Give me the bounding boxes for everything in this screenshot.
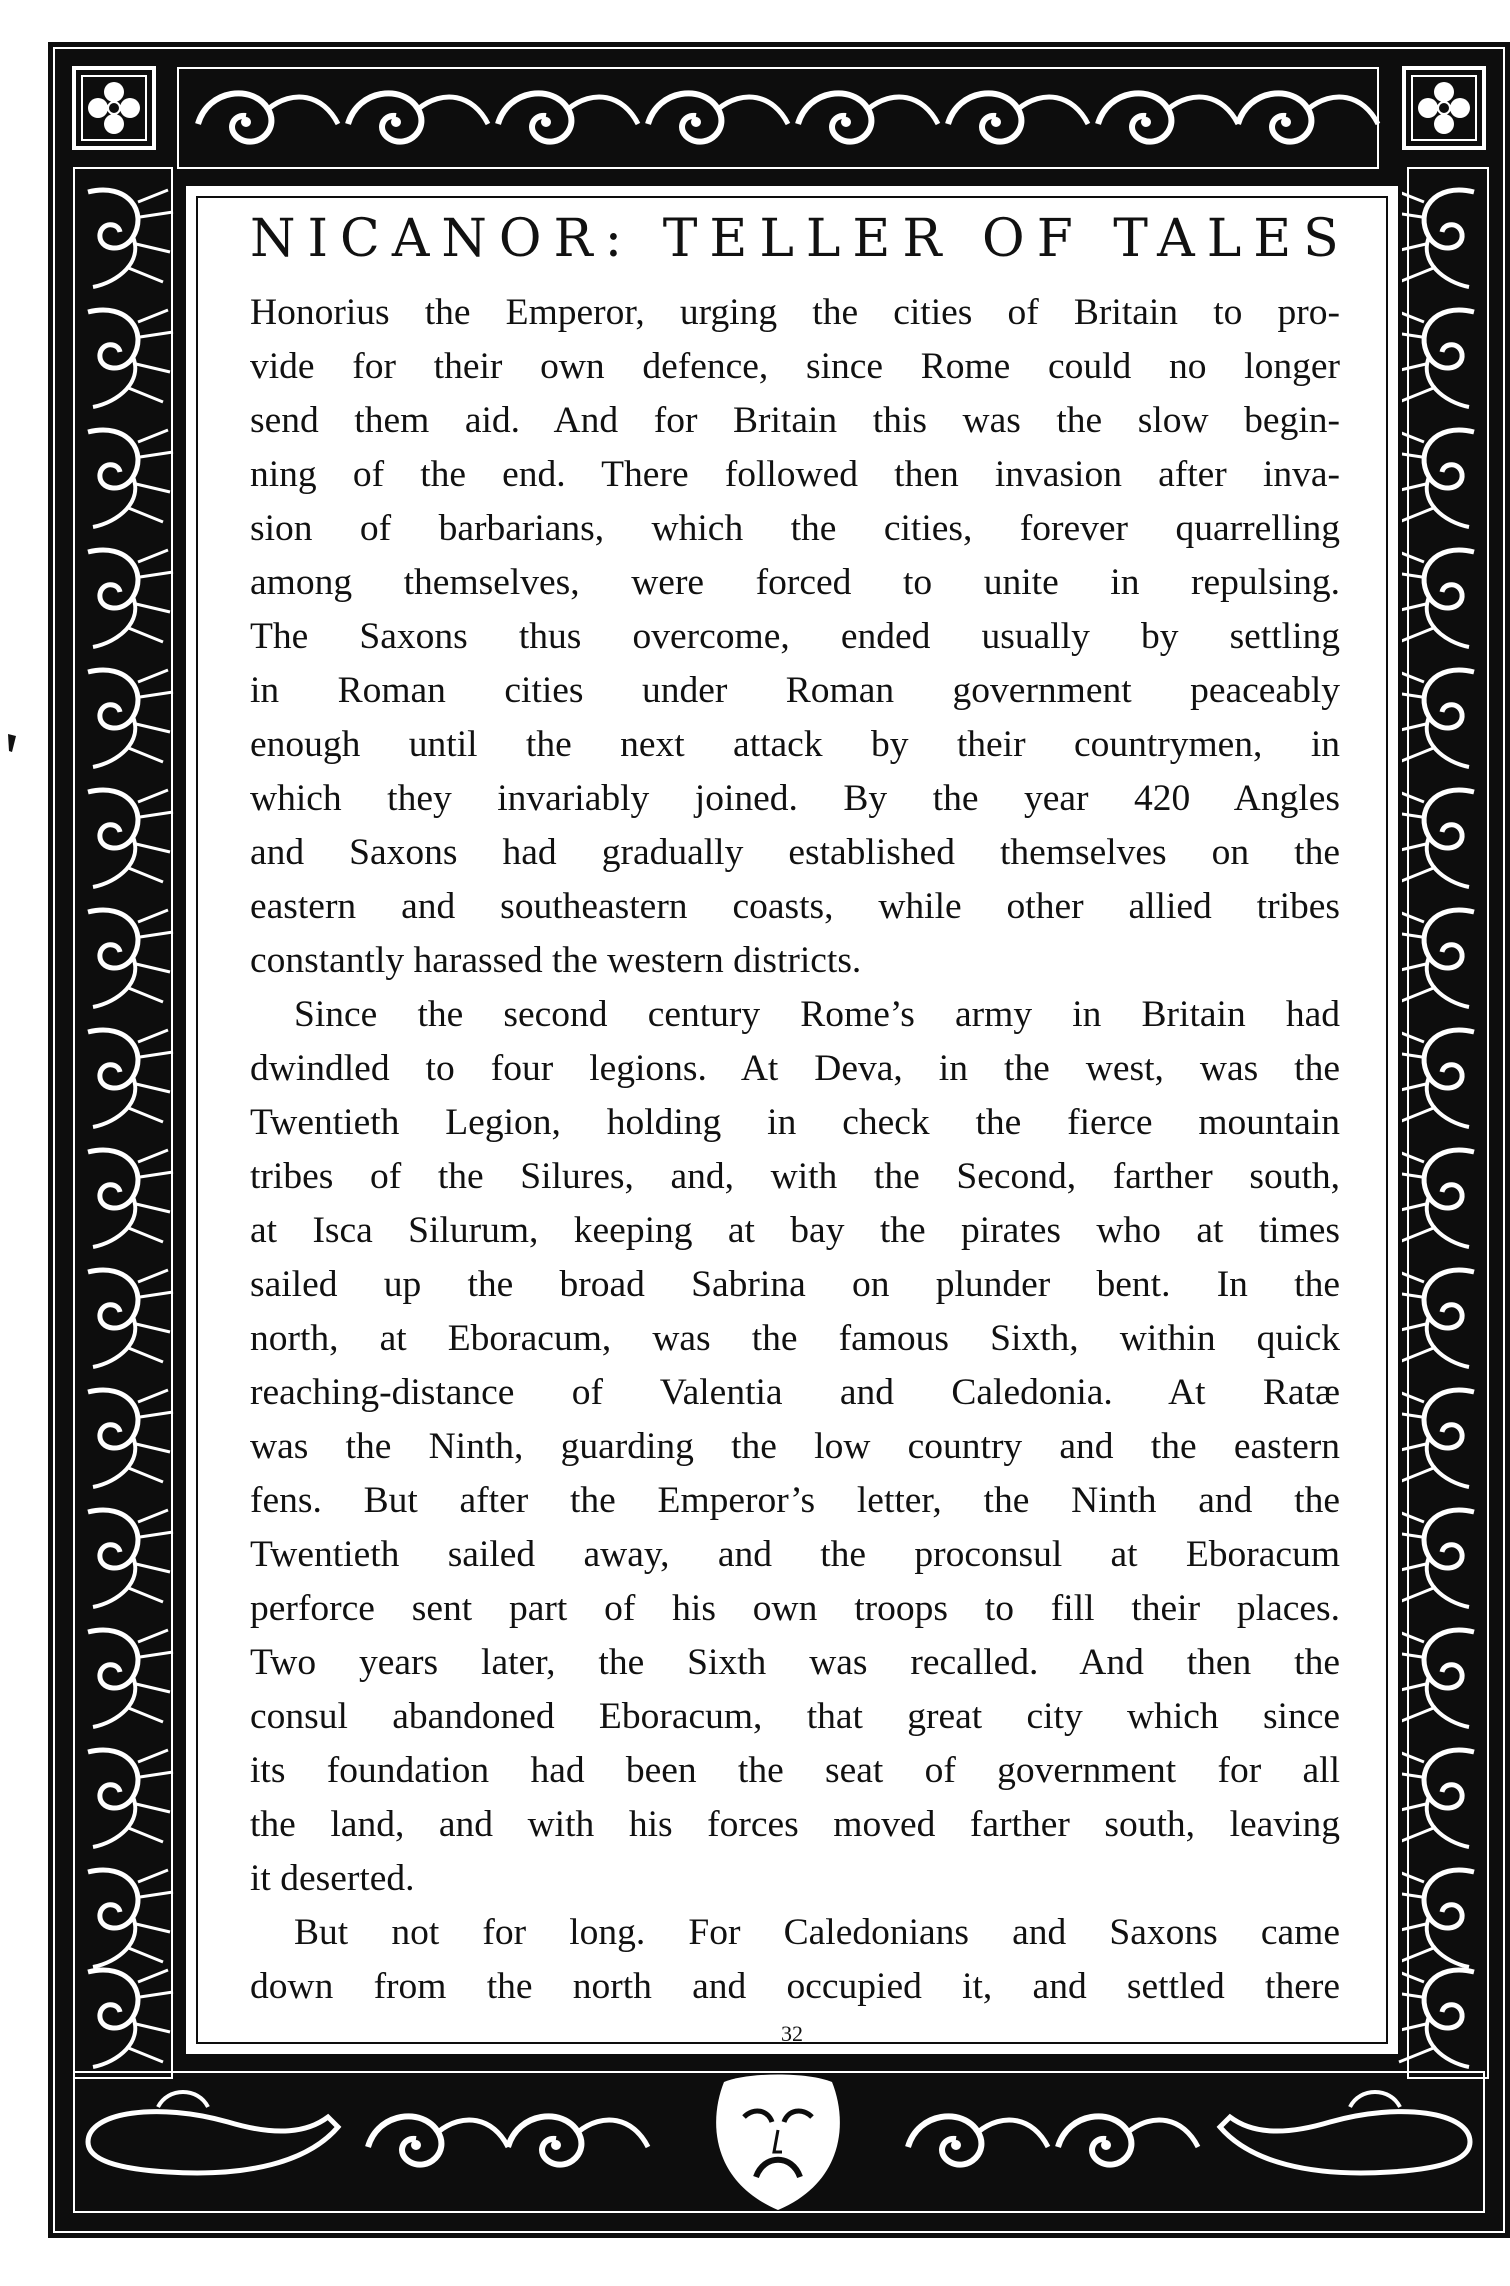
text-line: The Saxons thus overcome, ended usually by settling [250,616,1340,657]
text-line: was the Ninth, guarding the low country and the eastern [250,1426,1340,1467]
text-line: Twentieth Legion, holding in check the fierce mountain [250,1102,1340,1143]
text-line: dwindled to four legions. At Deva, in the west, was the [250,1048,1340,1089]
running-header: NICANOR: TELLER OF TALES [250,209,1351,269]
text-line: enough until the next attack by their countrymen, in [250,724,1340,765]
text-line: it deserted. [250,1858,415,1899]
text-line: But not for long. For Caledonians and Saxons came [294,1912,1340,1953]
text-line: which they invariably joined. By the year 420 Angles [250,778,1340,819]
text-line: fens. But after the Emperor’s letter, the Ninth and the [250,1480,1340,1521]
tragic-mask-icon [716,2075,840,2211]
text-line: at Isca Silurum, keeping at bay the pirates who at times [250,1210,1340,1251]
text-line: Since the second century Rome’s army in Britain had [294,994,1340,1035]
paragraph-2 [250,988,1340,1906]
text-line: perforce sent part of his own troops to fill their places. [250,1588,1340,1629]
page-number: 32 [781,2021,803,2046]
text-line: consul abandoned Eboracum, that great city which since [250,1696,1340,1737]
text-line: the land, and with his forces moved farther south, leaving [250,1804,1340,1845]
text-panel [182,182,1402,2058]
text-line: and Saxons had gradually established themselves on the [250,832,1340,873]
text-line: reaching-distance of Valentia and Caledonia. At Ratæ [250,1372,1340,1413]
scroll-border-icon [178,68,1378,168]
text-line: down from the north and occupied it, and settled there [250,1966,1340,2007]
text-line: tribes of the Silures, and, with the Second, farther south, [250,1156,1340,1197]
text-line: send them aid. And for Britain this was the slow begin- [250,400,1340,441]
text-line: among themselves, were forced to unite in repulsing. [250,562,1340,603]
lamps-and-mask-border-icon [74,2072,1484,2212]
paragraph-1 [250,286,1340,988]
margin-mark-icon [4,732,18,762]
text-line: sion of barbarians, which the cities, forever quarrelling [250,508,1340,549]
paragraph-3 [250,1906,1340,2014]
text-line: constantly harassed the western districts. [250,940,862,981]
text-line: ning of the end. There followed then invasion after inva- [250,454,1340,495]
text-line: Honorius the Emperor, urging the cities of Britain to pro- [250,292,1340,333]
text-line: sailed up the broad Sabrina on plunder bent. In the [250,1264,1340,1305]
acanthus-border-icon [1389,168,1488,2078]
text-line: north, at Eboracum, was the famous Sixth, within quick [250,1318,1340,1359]
text-line: Two years later, the Sixth was recalled. And then the [250,1642,1340,1683]
text-line: vide for their own defence, since Rome could no longer [250,346,1340,387]
rosette-icon [74,68,154,148]
text-line: in Roman cities under Roman government peaceably [250,670,1340,711]
text-line: eastern and southeastern coasts, while other allied tribes [250,886,1340,927]
text-line: its foundation had been the seat of government for all [250,1750,1340,1791]
text-line: Twentieth sailed away, and the proconsul at Eboracum [250,1534,1340,1575]
body-text [250,286,1340,2014]
rosette-icon [1404,68,1484,148]
acanthus-border-icon [74,168,173,2078]
